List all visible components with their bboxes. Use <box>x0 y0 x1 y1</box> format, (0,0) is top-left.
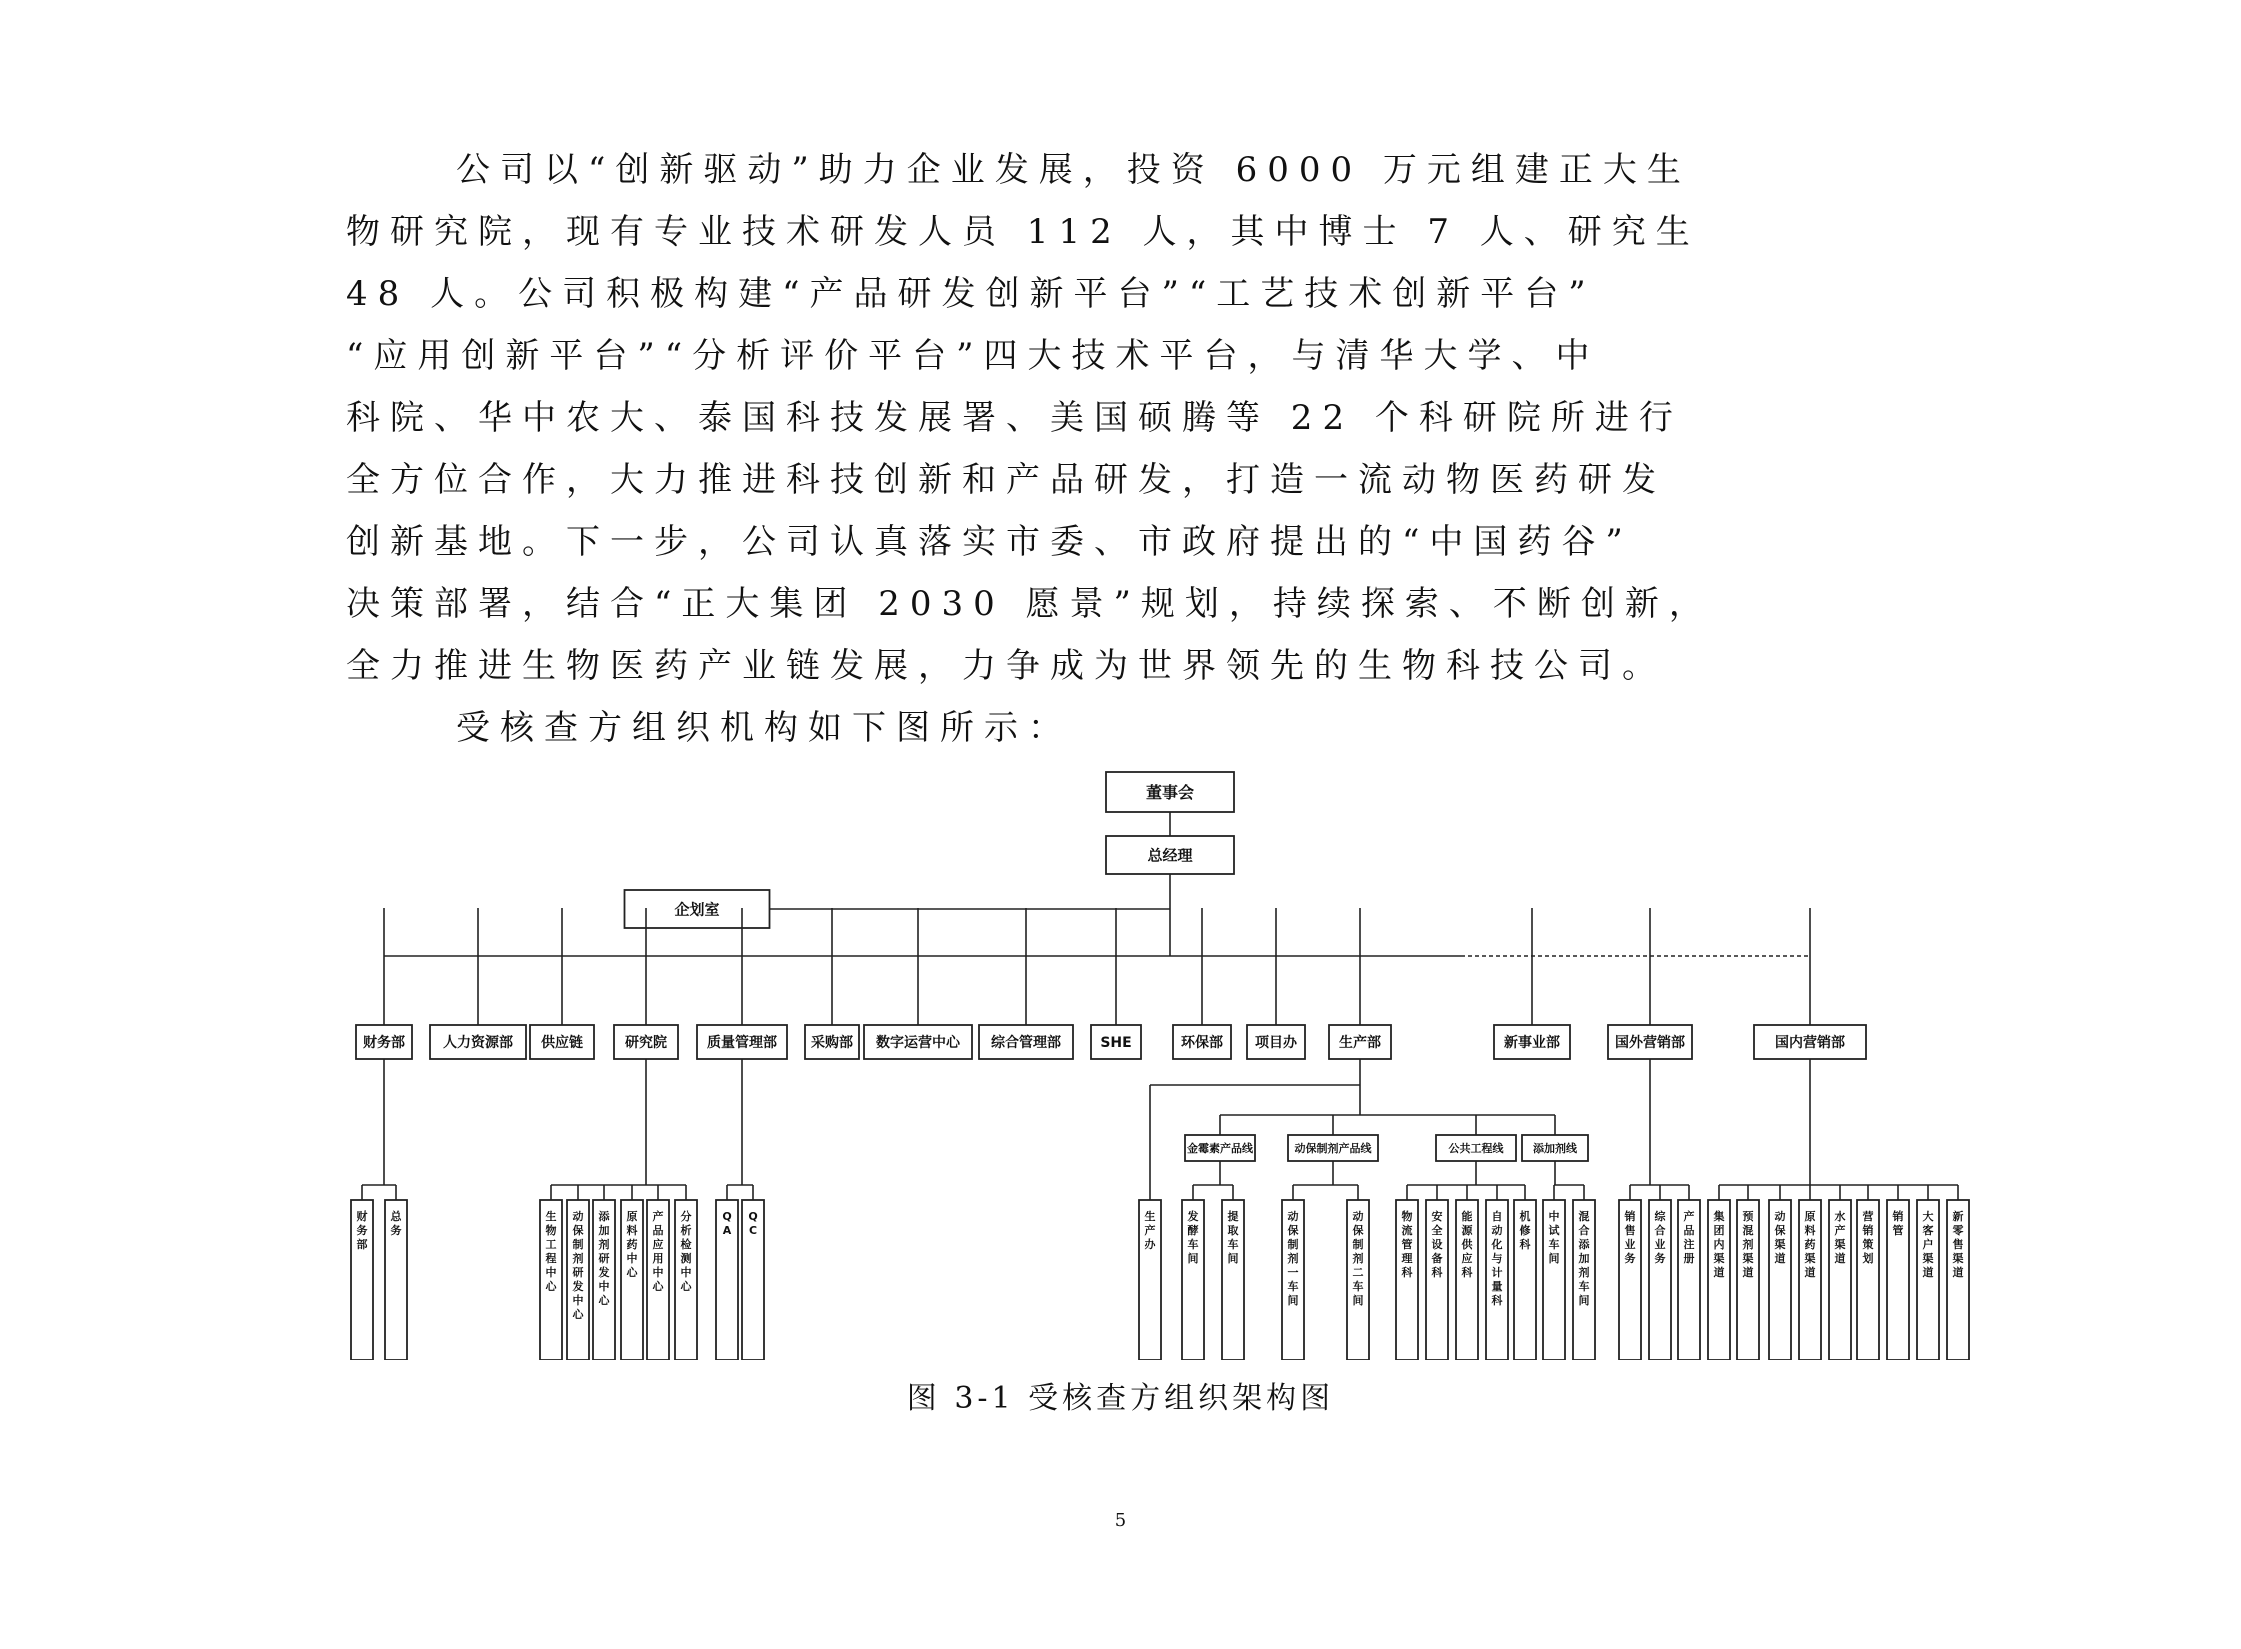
research-unit-box-char: 心 <box>572 1308 584 1321</box>
research-unit-box-char: 剂 <box>572 1252 584 1265</box>
vetdrug-unit-box-char: 车 <box>1352 1280 1364 1293</box>
vetdrug-unit-box-char: 间 <box>1287 1294 1299 1307</box>
overseas-unit-box-char: 产 <box>1683 1210 1695 1223</box>
chlortetracycline-unit-box-char: 取 <box>1227 1224 1239 1237</box>
org-chart <box>340 760 1980 1360</box>
research-unit-box <box>647 1200 669 1360</box>
research-unit-box-char: 研 <box>598 1252 610 1265</box>
public-unit-box-char: 流 <box>1401 1224 1413 1237</box>
public-unit-box-char: 量 <box>1491 1280 1503 1293</box>
additive-unit-box <box>1543 1200 1565 1360</box>
domestic-unit-box-char: 渠 <box>1713 1252 1725 1265</box>
public-unit-box-char: 计 <box>1491 1266 1503 1279</box>
chlortetracycline-unit-box <box>1222 1200 1244 1360</box>
research-unit-box-char: 用 <box>652 1252 664 1265</box>
department-box-label: 项目办 <box>1255 1035 1297 1052</box>
domestic-unit-box-char: 渠 <box>1952 1252 1964 1265</box>
domestic-unit-box-char: 道 <box>1713 1266 1725 1279</box>
research-unit-box-char: 保 <box>572 1224 584 1237</box>
product-line-box <box>1288 1135 1378 1161</box>
domestic-unit-box-char: 售 <box>1952 1238 1964 1251</box>
domestic-unit-box <box>1887 1200 1909 1360</box>
domestic-unit-box <box>1917 1200 1939 1360</box>
domestic-unit-box-char: 动 <box>1774 1210 1786 1223</box>
department-box-label: 质量管理部 <box>707 1035 777 1052</box>
production-office-box-char: 生 <box>1144 1210 1156 1223</box>
chlortetracycline-unit-box-char: 车 <box>1187 1238 1199 1251</box>
figure-caption: 图 3-1 受核查方组织架构图 <box>906 1381 1335 1416</box>
public-unit-box <box>1456 1200 1478 1360</box>
domestic-unit-box-char: 大 <box>1922 1210 1934 1223</box>
paragraph-line: 决策部署，结合“正大集团 2030 愿景”规划，持续探索、不断创新， <box>346 584 1713 624</box>
domestic-unit-box-char: 料 <box>1804 1224 1816 1237</box>
public-unit-box-char: 应 <box>1461 1252 1473 1265</box>
department-box <box>1754 1025 1866 1059</box>
public-unit-box-char: 科 <box>1431 1266 1443 1279</box>
quality-unit-box-char: C <box>748 1224 758 1237</box>
domestic-unit-box-char: 保 <box>1774 1224 1786 1237</box>
domestic-unit-box-char: 道 <box>1834 1252 1846 1265</box>
public-unit-box-char: 与 <box>1491 1252 1503 1265</box>
additive-unit-box-char: 车 <box>1548 1238 1560 1251</box>
domestic-unit-box-char: 道 <box>1952 1266 1964 1279</box>
public-unit-box-char: 供 <box>1461 1238 1473 1251</box>
paragraph-line: 科院、华中农大、泰国科技发展署、美国硕腾等 22 个科研院所进行 <box>346 398 1683 438</box>
department-box <box>1247 1025 1305 1059</box>
domestic-unit-box-char: 道 <box>1922 1266 1934 1279</box>
department-box <box>1494 1025 1570 1059</box>
domestic-unit-box <box>1769 1200 1791 1360</box>
domestic-unit-box <box>1829 1200 1851 1360</box>
overseas-unit-box <box>1649 1200 1671 1360</box>
gm-box-label: 总经理 <box>1147 846 1193 865</box>
research-unit-box-char: 中 <box>545 1266 557 1279</box>
product-line-box <box>1185 1135 1255 1161</box>
research-unit-box-char: 添 <box>598 1210 610 1223</box>
domestic-unit-box-char: 道 <box>1742 1266 1754 1279</box>
public-unit-box-char: 备 <box>1431 1252 1443 1265</box>
research-unit-box-char: 药 <box>626 1238 638 1251</box>
domestic-unit-box-char: 水 <box>1834 1210 1846 1223</box>
research-unit-box-char: 程 <box>545 1252 557 1265</box>
research-unit-box-char: 测 <box>680 1252 692 1265</box>
domestic-unit-box-char: 预 <box>1742 1210 1754 1223</box>
domestic-unit-box-char: 零 <box>1952 1224 1964 1237</box>
paragraph-line: 48 人。公司积极构建“产品研发创新平台”“工艺技术创新平台” <box>346 274 1596 314</box>
research-unit-box-char: 分 <box>680 1210 692 1223</box>
department-box-label: 国外营销部 <box>1615 1035 1685 1052</box>
gm-box <box>1106 836 1234 874</box>
research-unit-box-char: 中 <box>652 1266 664 1279</box>
department-box-label: 采购部 <box>811 1035 853 1052</box>
additive-unit-box-char: 合 <box>1578 1224 1590 1237</box>
department-box <box>614 1025 678 1059</box>
department-box-label: 供应链 <box>541 1035 583 1052</box>
production-office-box-char: 办 <box>1144 1238 1156 1251</box>
chlortetracycline-unit-box-char: 酵 <box>1187 1224 1199 1237</box>
research-unit-box-char: 发 <box>572 1280 584 1293</box>
domestic-unit-box-char: 集 <box>1713 1210 1725 1223</box>
domestic-unit-box <box>1947 1200 1969 1360</box>
department-box-label: SHE <box>1100 1035 1132 1052</box>
vetdrug-unit-box-char: 间 <box>1352 1294 1364 1307</box>
public-unit-box-char: 理 <box>1401 1252 1413 1265</box>
research-unit-box-char: 中 <box>626 1252 638 1265</box>
department-box-label: 新事业部 <box>1504 1035 1560 1052</box>
department-box <box>1329 1025 1391 1059</box>
board-box <box>1106 772 1234 812</box>
overseas-unit-box-char: 综 <box>1654 1210 1666 1223</box>
research-unit-box <box>540 1200 562 1360</box>
paragraph-line: 创新基地。下一步，公司认真落实市委、市政府提出的“中国药谷” <box>346 522 1633 562</box>
public-unit-box-char: 化 <box>1491 1238 1503 1251</box>
research-unit-box-char: 加 <box>598 1224 610 1237</box>
vetdrug-unit-box-char: 二 <box>1352 1266 1364 1279</box>
vetdrug-unit-box <box>1347 1200 1369 1360</box>
finance-unit-box <box>351 1200 373 1360</box>
production-office-box <box>1139 1200 1161 1360</box>
research-unit-box-char: 品 <box>652 1224 664 1237</box>
additive-unit-box-char: 中 <box>1548 1210 1560 1223</box>
chlortetracycline-unit-box <box>1182 1200 1204 1360</box>
paragraph-line: 全方位合作，大力推进科技创新和产品研发，打造一流动物医药研发 <box>346 460 1666 500</box>
research-unit-box-char: 心 <box>598 1294 610 1307</box>
research-unit-box-char: 发 <box>598 1266 610 1279</box>
additive-unit-box-char: 间 <box>1578 1294 1590 1307</box>
finance-unit-box-char: 务 <box>356 1224 368 1237</box>
chlortetracycline-unit-box-char: 发 <box>1187 1210 1199 1223</box>
public-unit-box-char: 科 <box>1461 1266 1473 1279</box>
additive-unit-box-char: 剂 <box>1578 1266 1590 1279</box>
domestic-unit-box-char: 混 <box>1742 1224 1754 1237</box>
research-unit-box-char: 中 <box>680 1266 692 1279</box>
domestic-unit-box-char: 销 <box>1862 1224 1874 1237</box>
department-box <box>1173 1025 1231 1059</box>
department-box-label: 数字运营中心 <box>876 1035 960 1052</box>
public-unit-box-char: 能 <box>1461 1210 1473 1223</box>
overseas-unit-box-char: 业 <box>1624 1238 1636 1251</box>
vetdrug-unit-box-char: 剂 <box>1352 1252 1364 1265</box>
finance-unit-box-char: 务 <box>390 1224 402 1237</box>
domestic-unit-box-char: 内 <box>1713 1238 1725 1251</box>
domestic-unit-box-char: 道 <box>1774 1252 1786 1265</box>
finance-unit-box <box>385 1200 407 1360</box>
overseas-unit-box-char: 业 <box>1654 1238 1666 1251</box>
public-unit-box-char: 科 <box>1519 1238 1531 1251</box>
department-box-label: 生产部 <box>1339 1035 1381 1052</box>
vetdrug-unit-box-char: 一 <box>1287 1266 1299 1279</box>
public-unit-box-char: 科 <box>1401 1266 1413 1279</box>
department-box-label: 研究院 <box>625 1035 667 1052</box>
quality-unit-box-char: Q <box>722 1210 732 1223</box>
vetdrug-unit-box-char: 制 <box>1352 1238 1364 1251</box>
domestic-unit-box-char: 剂 <box>1742 1238 1754 1251</box>
chlortetracycline-unit-box-char: 提 <box>1227 1210 1239 1223</box>
research-unit-box-char: 中 <box>572 1294 584 1307</box>
public-unit-box-char: 机 <box>1519 1210 1531 1223</box>
vetdrug-unit-box-char: 制 <box>1287 1238 1299 1251</box>
paragraph-line: “应用创新平台”“分析评价平台”四大技术平台，与清华大学、中 <box>346 336 1600 376</box>
research-unit-box-char: 工 <box>545 1238 557 1251</box>
finance-unit-box-char: 总 <box>390 1210 402 1223</box>
domestic-unit-box <box>1737 1200 1759 1360</box>
additive-unit-box <box>1573 1200 1595 1360</box>
department-box-label: 环保部 <box>1181 1035 1223 1052</box>
chlortetracycline-unit-box-char: 间 <box>1187 1252 1199 1265</box>
department-box <box>979 1025 1073 1059</box>
domestic-unit-box-char: 策 <box>1862 1238 1874 1251</box>
overseas-unit-box <box>1678 1200 1700 1360</box>
overseas-unit-box-char: 合 <box>1654 1224 1666 1237</box>
department-box-label: 综合管理部 <box>991 1035 1061 1052</box>
research-unit-box-char: 心 <box>652 1280 664 1293</box>
quality-unit-box-char: Q <box>748 1210 758 1223</box>
vetdrug-unit-box-char: 剂 <box>1287 1252 1299 1265</box>
product-line-box <box>1522 1135 1588 1161</box>
public-unit-box-char: 动 <box>1491 1224 1503 1237</box>
public-unit-box <box>1486 1200 1508 1360</box>
public-unit-box-char: 安 <box>1431 1210 1443 1223</box>
overseas-unit-box-char: 售 <box>1624 1224 1636 1237</box>
research-unit-box-char: 心 <box>626 1266 638 1279</box>
research-unit-box-char: 料 <box>626 1224 638 1237</box>
paragraph-line: 全力推进生物医药产业链发展，力争成为世界领先的生物科技公司。 <box>346 646 1666 686</box>
chlortetracycline-unit-box-char: 车 <box>1227 1238 1239 1251</box>
department-box <box>530 1025 594 1059</box>
finance-unit-box-char: 财 <box>356 1210 368 1223</box>
product-line-box-label: 公共工程线 <box>1448 1141 1504 1155</box>
finance-unit-box-char: 部 <box>356 1238 368 1251</box>
research-unit-box-char: 中 <box>598 1280 610 1293</box>
overseas-unit-box-char: 品 <box>1683 1224 1695 1237</box>
public-unit-box <box>1396 1200 1418 1360</box>
research-unit-box-char: 析 <box>680 1224 692 1237</box>
department-box <box>805 1025 859 1059</box>
research-unit-box-char: 心 <box>680 1280 692 1293</box>
vetdrug-unit-box-char: 保 <box>1352 1224 1364 1237</box>
production-office-box-char: 产 <box>1144 1224 1156 1237</box>
public-unit-box-char: 设 <box>1431 1238 1443 1251</box>
vetdrug-unit-box-char: 动 <box>1287 1210 1299 1223</box>
domestic-unit-box-char: 渠 <box>1834 1238 1846 1251</box>
domestic-unit-box-char: 药 <box>1804 1238 1816 1251</box>
additive-unit-box-char: 试 <box>1548 1224 1560 1237</box>
department-box <box>697 1025 787 1059</box>
department-box <box>356 1025 412 1059</box>
domestic-unit-box-char: 销 <box>1892 1210 1904 1223</box>
domestic-unit-box-char: 渠 <box>1804 1252 1816 1265</box>
research-unit-box-char: 制 <box>572 1238 584 1251</box>
domestic-unit-box-char: 道 <box>1804 1266 1816 1279</box>
public-unit-box-char: 源 <box>1461 1224 1473 1237</box>
research-unit-box-char: 原 <box>626 1210 638 1223</box>
department-box-label: 国内营销部 <box>1775 1035 1845 1052</box>
domestic-unit-box-char: 渠 <box>1922 1252 1934 1265</box>
public-unit-box-char: 管 <box>1401 1238 1413 1251</box>
domestic-unit-box-char: 户 <box>1922 1238 1934 1251</box>
department-box <box>1091 1025 1141 1059</box>
research-unit-box-char: 心 <box>545 1280 557 1293</box>
additive-unit-box-char: 车 <box>1578 1280 1590 1293</box>
public-unit-box-char: 物 <box>1401 1210 1413 1223</box>
research-unit-box-char: 研 <box>572 1266 584 1279</box>
page-number: 5 <box>1114 1510 1127 1531</box>
research-unit-box <box>675 1200 697 1360</box>
department-box <box>1608 1025 1692 1059</box>
public-unit-box-char: 自 <box>1491 1210 1503 1223</box>
quality-unit-box <box>742 1200 764 1360</box>
vetdrug-unit-box-char: 保 <box>1287 1224 1299 1237</box>
board-box-label: 董事会 <box>1145 782 1195 802</box>
public-unit-box-char: 全 <box>1431 1224 1443 1237</box>
domestic-unit-box <box>1857 1200 1879 1360</box>
additive-unit-box-char: 加 <box>1578 1252 1590 1265</box>
research-unit-box-char: 检 <box>680 1238 692 1251</box>
domestic-unit-box-char: 原 <box>1804 1210 1816 1223</box>
overseas-unit-box <box>1619 1200 1641 1360</box>
paragraph-line: 公司以“创新驱动”助力企业发展，投资 6000 万元组建正大生 <box>456 150 1691 190</box>
quality-unit-box <box>716 1200 738 1360</box>
org-chart-svg <box>340 760 1980 1360</box>
chlortetracycline-unit-box-char: 间 <box>1227 1252 1239 1265</box>
product-line-box <box>1436 1135 1516 1161</box>
domestic-unit-box <box>1799 1200 1821 1360</box>
paragraph-line: 物研究院，现有专业技术研发人员 112 人，其中博士 7 人、研究生 <box>346 212 1700 252</box>
domestic-unit-box-char: 划 <box>1862 1252 1874 1265</box>
public-unit-box-char: 修 <box>1519 1224 1531 1237</box>
domestic-unit-box-char: 团 <box>1713 1224 1725 1237</box>
domestic-unit-box-char: 管 <box>1892 1224 1904 1237</box>
product-line-box-label: 金霉素产品线 <box>1187 1141 1253 1155</box>
overseas-unit-box-char: 销 <box>1624 1210 1636 1223</box>
overseas-unit-box-char: 务 <box>1654 1252 1666 1265</box>
vetdrug-unit-box-char: 动 <box>1352 1210 1364 1223</box>
department-box-label: 财务部 <box>363 1035 405 1052</box>
research-unit-box-char: 产 <box>652 1210 664 1223</box>
research-unit-box-char: 物 <box>545 1224 557 1237</box>
department-box <box>864 1025 972 1059</box>
overseas-unit-box-char: 注 <box>1683 1238 1695 1251</box>
research-unit-box-char: 动 <box>572 1210 584 1223</box>
public-unit-box <box>1426 1200 1448 1360</box>
research-unit-box <box>621 1200 643 1360</box>
vetdrug-unit-box <box>1282 1200 1304 1360</box>
research-unit-box <box>593 1200 615 1360</box>
domestic-unit-box-char: 产 <box>1834 1224 1846 1237</box>
research-unit-box-char: 生 <box>545 1210 557 1223</box>
department-box <box>430 1025 526 1059</box>
domestic-unit-box-char: 客 <box>1922 1224 1934 1237</box>
public-unit-box <box>1514 1200 1536 1360</box>
additive-unit-box-char: 添 <box>1578 1238 1590 1251</box>
product-line-box-label: 添加剂线 <box>1533 1141 1577 1155</box>
department-box-label: 人力资源部 <box>443 1035 513 1052</box>
domestic-unit-box-char: 新 <box>1952 1210 1964 1223</box>
paragraph-line: 受核查方组织机构如下图所示： <box>456 708 1072 748</box>
quality-unit-box-char: A <box>722 1224 732 1237</box>
research-unit-box <box>567 1200 589 1360</box>
vetdrug-unit-box-char: 车 <box>1287 1280 1299 1293</box>
research-unit-box-char: 应 <box>652 1238 664 1251</box>
overseas-unit-box-char: 册 <box>1683 1252 1695 1265</box>
public-unit-box-char: 科 <box>1491 1294 1503 1307</box>
domestic-unit-box-char: 渠 <box>1774 1238 1786 1251</box>
product-line-box-label: 动保制剂产品线 <box>1294 1141 1372 1155</box>
overseas-unit-box-char: 务 <box>1624 1252 1636 1265</box>
additive-unit-box-char: 间 <box>1548 1252 1560 1265</box>
additive-unit-box-char: 混 <box>1578 1210 1590 1223</box>
domestic-unit-box-char: 营 <box>1862 1210 1874 1223</box>
domestic-unit-box <box>1708 1200 1730 1360</box>
research-unit-box-char: 剂 <box>598 1238 610 1251</box>
planning-office-box-label: 企划室 <box>674 900 720 919</box>
domestic-unit-box-char: 渠 <box>1742 1252 1754 1265</box>
